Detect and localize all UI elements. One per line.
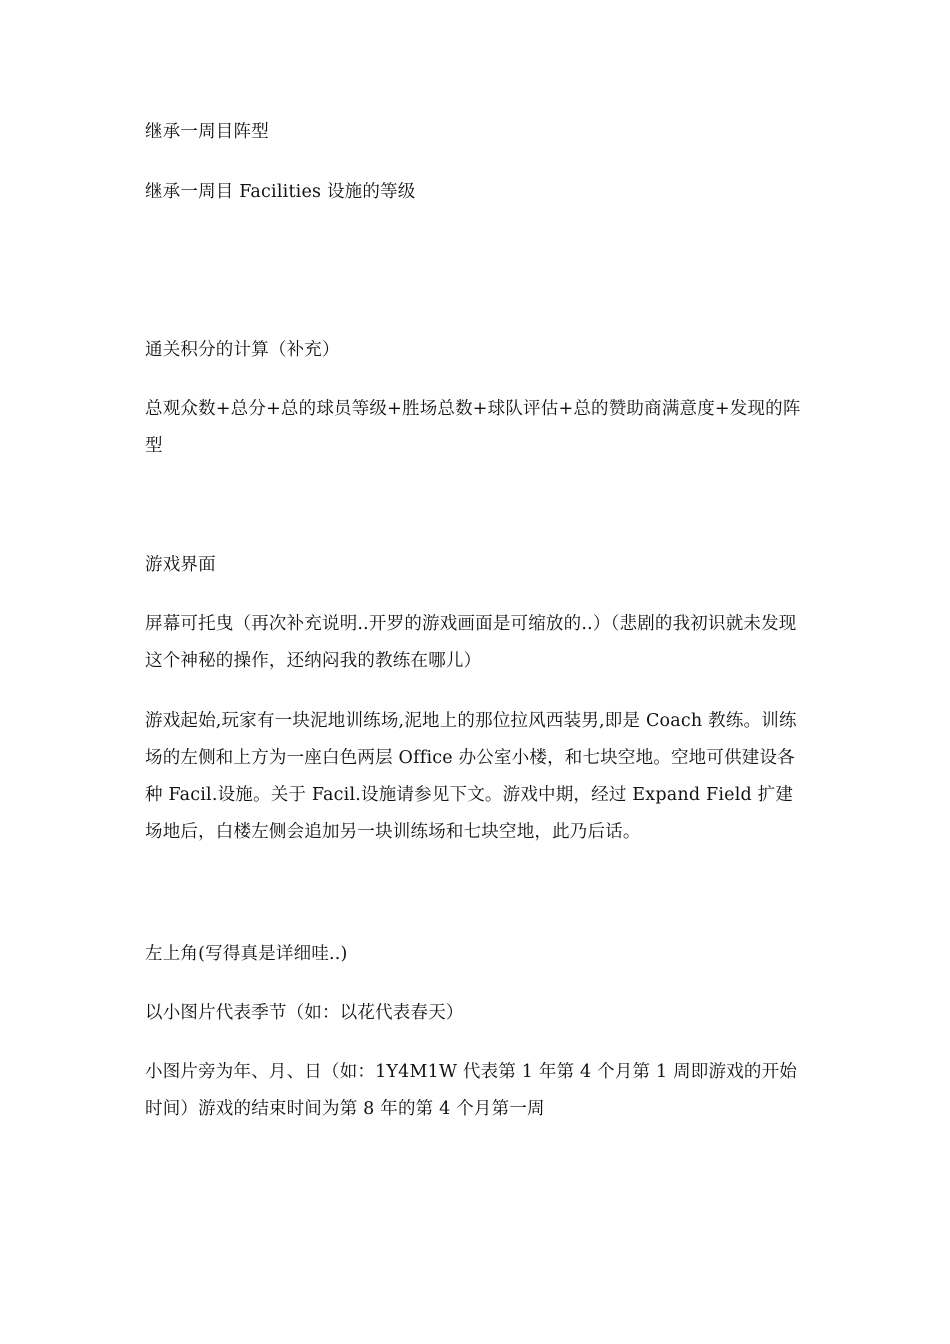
heading-score-calculation: 通关积分的计算（补充） (145, 340, 340, 360)
paragraph-screen-drag: 屏幕可托曳（再次补充说明..开罗的游戏画面是可缩放的..）（悲剧的我初识就未发现这个神秘的操作，还纳闷我的教练在哪儿） (145, 614, 797, 671)
heading-top-left-corner: 左上角(写得真是详细哇..) (145, 944, 348, 964)
paragraph-score-formula: 总观众数+总分+总的球员等级+胜场总数+球队评估+总的赞助商满意度+发现的阵型 (145, 399, 801, 456)
paragraph-game-start: 游戏起始,玩家有一块泥地训练场,泥地上的那位拉风西装男,即是 Coach 教练。训练场的左侧和上方为一座白色两层 Office 办公室小楼，和七块空地。空地可供建设各种 Facil.设施。关于 Facil.设施请参见下文。游戏中期，经过 Expand Field 扩建场地后，白楼左侧会追加另一块训练场和七块空地，此乃后话。 (145, 711, 797, 842)
heading-game-interface: 游戏界面 (145, 555, 216, 575)
paragraph-inherit-facilities: 继承一周目 Facilities 设施的等级 (145, 182, 416, 202)
paragraph-date-format: 小图片旁为年、月、日（如：1Y4M1W 代表第 1 年第 4 个月第 1 周即游戏的开始时间）游戏的结束时间为第 8 年的第 4 个月第一周 (145, 1062, 797, 1119)
paragraph-season-icon: 以小图片代表季节（如：以花代表春天） (145, 1003, 464, 1023)
paragraph-inherit-formation: 继承一周目阵型 (145, 122, 269, 142)
